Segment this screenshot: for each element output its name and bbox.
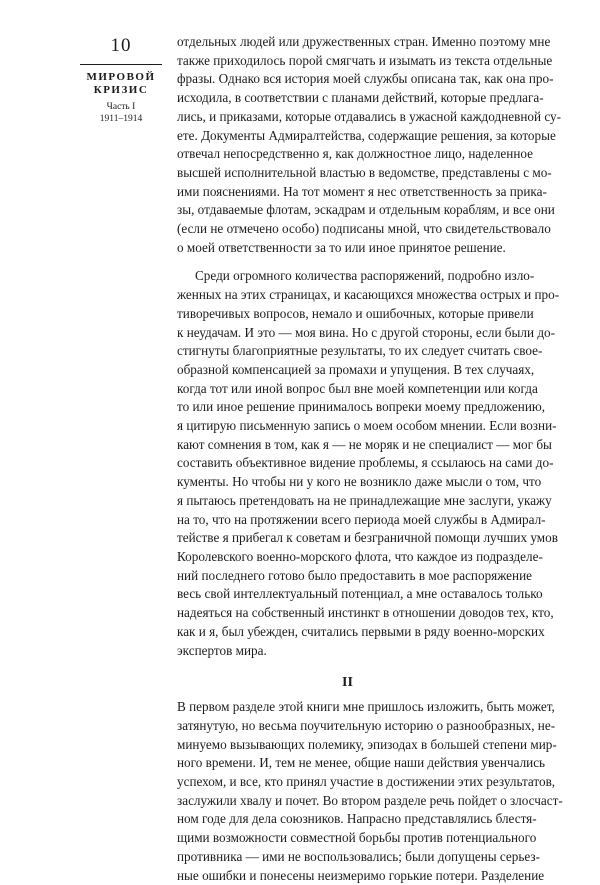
years-label: 1911–1914	[99, 114, 143, 124]
part-label: Часть I	[106, 102, 136, 112]
running-title-line-2: КРИЗИС	[93, 84, 149, 96]
text-line: щими возможности совместной борьбы против потенциального	[177, 830, 537, 846]
paragraph	[177, 698, 563, 885]
text-line: отвечал непосредственно я, как должностное лицо, наделенное	[177, 146, 534, 162]
text-line: ете. Документы Адмиралтейства, содержащие решения, за которые	[177, 127, 556, 143]
text-line: (если не отмечено особо) подписаны мной, что свидетельствовало	[177, 221, 551, 237]
text-line: лись, и приказами, которые отдавались в ужасной каждодневной су-	[177, 108, 561, 124]
text-line: тействе я прибегал к советам и безграничной помощи лучших умов	[177, 530, 558, 546]
text-line: образной компенсацией за промахи и упущения. В тех случаях,	[177, 361, 535, 377]
text-line: когда тот или иной вопрос был вне моей компетенции или когда	[177, 380, 538, 396]
text-line: то или иное решение принималось вопреки моему предложению,	[177, 399, 546, 415]
text-line: я пытаюсь претендовать на не принадлежащие мне заслуги, укажу	[177, 492, 552, 508]
text-line: высшей исполнительной властью в ведомстве, представлены с мо-	[177, 164, 552, 180]
text-line: затянутую, но весьма поучительную историю о разнообразных, не-	[177, 717, 556, 733]
text-line: женных на этих страницах, и касающихся множества острых и про-	[177, 287, 560, 303]
text-line: на то, что на протяжении всего периода моей службы в Адмирал-	[177, 511, 546, 527]
text-line: о моей ответственности за то или иное принятое решение.	[177, 239, 506, 255]
text-line: экспертов мира.	[177, 642, 267, 658]
text-line: стигнуты благоприятные результаты, то их следует считать свое-	[177, 343, 543, 359]
text-line: весь свой интеллектуальный потенциал, а мне оставалось только	[177, 586, 543, 602]
text-line: надеяться на собственный инстинкт в отношении доводов тех, кто,	[177, 605, 554, 621]
paragraph	[177, 33, 561, 257]
text-line: ими пояснениями. На тот момент я нес ответственность за прика-	[177, 183, 547, 199]
text-line: ного времени. И, тем не менее, общие наши действия увенчались	[177, 755, 546, 771]
text-line: также приходилось порой смягчать и изымать из текста отдельные	[177, 52, 553, 68]
text-line: тиворечивых вопросов, немало и ошибочных, которые привели	[177, 305, 534, 321]
text-line: минуемо вызывающих полемику, эпизодах в большей степени мир-	[177, 736, 557, 752]
text-line: ний последнего готово было предоставить в мое распоряжение	[177, 567, 532, 583]
text-line: кают сомнения в том, как я — не моряк и не специалист — мог бы	[177, 436, 552, 452]
text-line: Среди огромного количества распоряжений, подробно изло-	[195, 268, 535, 284]
text-line: кументы. Но чтобы ни у кого не возникло даже мысли о том, что	[177, 474, 542, 490]
page-number: 10	[80, 35, 162, 65]
body-text	[177, 33, 563, 885]
text-line: исходила, в соответствии с планами действий, которые предлага-	[177, 90, 544, 106]
text-line: ные ошибки и понесены неизмеримо горькие потери. Разделение	[177, 867, 545, 883]
text-line: фразы. Однако вся история моей службы описана так, как она про-	[177, 71, 554, 87]
text-line: как и я, был убежден, считались первыми в ряду военно-морских	[177, 623, 545, 639]
text-line: к неудачам. И это — моя вина. Но с другой стороны, если были до-	[177, 324, 556, 340]
paragraph	[177, 267, 560, 660]
text-line: заслужили хвалу и почет. Во втором разделе речь пойдет о злосчаст-	[177, 792, 563, 808]
text-line: Королевского военно-морского флота, что каждое из подразделе-	[177, 548, 543, 564]
text-line: отдельных людей или дружественных стран. Именно поэтому мне	[177, 34, 551, 49]
text-line: зы, отдаваемые флотам, эскадрам и отдельным кораблям, и все они	[177, 202, 555, 218]
running-title	[80, 71, 162, 97]
text-line: составить объективное видение проблемы, я ссылаюсь на сами до-	[177, 455, 554, 471]
text-line: ном годе для дела союзников. Напрасно представлялись блестя-	[177, 811, 537, 827]
section-heading: II	[342, 675, 353, 691]
text-line: я цитирую письменную запись о моем особом мнении. Если возни-	[177, 418, 557, 434]
text-line: В первом разделе этой книги мне пришлось изложить, быть может,	[177, 699, 555, 715]
running-header-sidebar	[80, 35, 162, 125]
text-line: противника — ими не воспользовались; были допущены серьез-	[177, 848, 541, 864]
running-title-line-1: МИРОВОЙ	[86, 71, 156, 83]
text-line: успехом, и все, кто принял участие в достижении этих результатов,	[177, 774, 556, 790]
